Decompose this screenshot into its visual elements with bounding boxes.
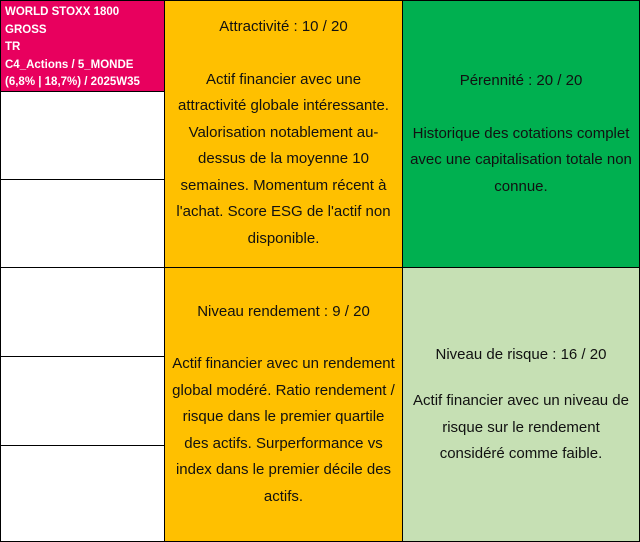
- attractivite-text: Actif financier avec une attractivité globale intéressante. Valorisation notablement au-dessus de la moyenne 10 semaines. Momentum récent à l'achat. Score ESG de l'actif non disponible.: [176, 70, 391, 247]
- perennite-title: Pérennité : 20 / 20: [459, 72, 583, 89]
- risque-card: [402, 267, 640, 542]
- empty-cell-5: [0, 445, 165, 542]
- rendement-text: Actif financier avec un rendement global modéré. Ratio rendement / risque dans le premier quartile des actifs. Surperformance vs index dans le premier décile des actifs.: [172, 355, 395, 505]
- rendement-card: [164, 267, 403, 542]
- empty-cell-3: [0, 267, 165, 357]
- empty-cell-2: [0, 179, 165, 268]
- empty-cell-4: [0, 356, 165, 446]
- risque-text: Actif financier avec un niveau de risque sur le rendement considéré comme faible.: [413, 392, 629, 462]
- perennite-card: [402, 0, 640, 268]
- asset-label: WORLD STOXX 1800 GROSS TR C4_Actions / 5_MONDE (6,8% | 18,7%) / 2025W35: [0, 0, 165, 92]
- empty-cell-1: [0, 91, 165, 180]
- attractivite-title: Attractivité : 10 / 20: [219, 18, 348, 35]
- rendement-title: Niveau rendement : 9 / 20: [197, 302, 370, 320]
- perennite-text: Historique des cotations complet avec une capitalisation totale non connue.: [410, 124, 632, 195]
- attractivite-card: [164, 0, 403, 268]
- risque-title: Niveau de risque : 16 / 20: [435, 345, 607, 363]
